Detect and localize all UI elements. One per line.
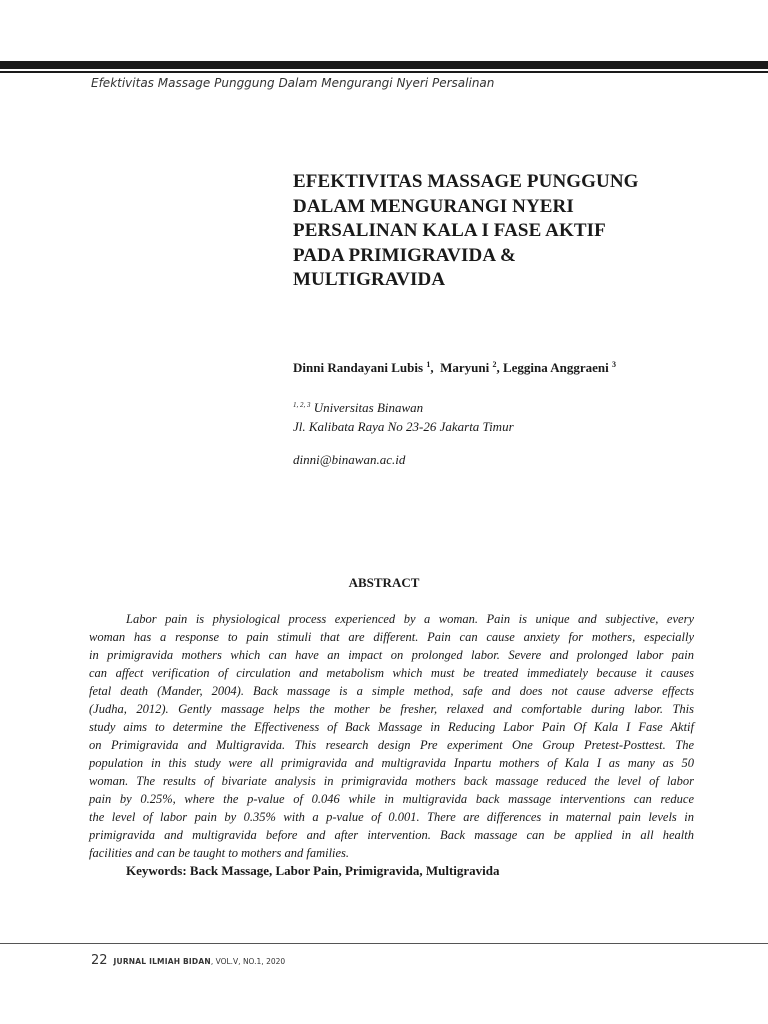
affiliation-superscript: 1, 2, 3 <box>293 401 311 409</box>
header-band-thin <box>0 71 768 73</box>
title-line: PADA PRIMIGRAVIDA & <box>293 244 516 266</box>
abstract-line: woman has a response to pain stimuli that are different. Pain can cause anxiety for mothers, especially <box>89 630 694 644</box>
abstract-line: population in this study were all primigravida and multigravida Inpartu mothers of Kala I as many as 50 <box>89 756 694 770</box>
abstract-line: can affect verification of circulation and metabolism which must be treated immediately because it causes <box>89 666 694 680</box>
abstract-line: on Primigravida and Multigravida. This research design Pre experiment One Group Pretest-Posttest. The <box>89 738 694 752</box>
abstract-line: pain by 0.25%, where the p-value of 0.046 while in multigravida back massage interventions can reduce <box>89 792 694 806</box>
abstract-line: fetal death (Mander, 2004). Back massage is a simple method, safe and does not cause adverse effects <box>89 684 694 698</box>
affiliation-block <box>293 396 514 436</box>
abstract-line: facilities and can be taught to mothers and families. <box>89 846 350 860</box>
journal-name: JURNAL ILMIAH BIDAN <box>113 957 211 966</box>
author-name: Maryuni <box>440 360 490 375</box>
affiliation-address: Jl. Kalibata Raya No 23-26 Jakarta Timur <box>293 418 514 434</box>
header-band-thick <box>0 61 768 69</box>
running-head: Efektivitas Massage Punggung Dalam Mengurangi Nyeri Persalinan <box>91 76 495 90</box>
abstract-line: (Judha, 2012). Gently massage helps the mother be fresher, relaxed and comfortable during labor. This <box>89 702 694 716</box>
author-list <box>293 360 616 376</box>
author-superscript: 1 <box>426 360 431 369</box>
author-separator: , <box>496 360 503 375</box>
author-separator: , <box>430 360 441 375</box>
author-superscript: 2 <box>492 360 497 369</box>
abstract-line: the level of labor pain by 0.35% with a p-value of 0.001. There are differences in maternal pain levels in <box>89 810 694 824</box>
keywords: Keywords: Back Massage, Labor Pain, Primigravida, Multigravida <box>126 863 500 878</box>
author-name: Leggina Anggraeni <box>502 360 609 375</box>
author-name: Dinni Randayani Lubis <box>293 360 424 375</box>
abstract-line: study aims to determine the Effectiveness of Back Massage in Reducing Labor Pain Of Kala I Fase Aktif <box>89 720 694 734</box>
title-line: PERSALINAN KALA I FASE AKTIF <box>293 220 606 241</box>
abstract-heading: ABSTRACT <box>348 575 420 590</box>
abstract-line: Labor pain is physiological process experienced by a woman. Pain is unique and subjective, every <box>126 612 694 626</box>
title-line: DALAM MENGURANGI NYERI <box>293 195 574 217</box>
journal-volume: , VOL.V, NO.1, 2020 <box>210 957 286 966</box>
page-number: 22 <box>91 953 108 968</box>
title-line: MULTIGRAVIDA <box>293 269 446 290</box>
footer-rule <box>0 943 768 944</box>
title-line: EFEKTIVITAS MASSAGE PUNGGUNG <box>293 171 639 192</box>
abstract-body <box>89 610 694 862</box>
paper-title <box>293 170 713 293</box>
affiliation-institution: Universitas Binawan <box>313 400 424 415</box>
abstract-line: in primigravida mothers which can have an impact on prolonged labor. Severe and prolonged labor pain <box>89 648 694 662</box>
author-email: dinni@binawan.ac.id <box>293 452 406 467</box>
page-footer <box>91 949 285 968</box>
abstract-line: woman. The results of bivariate analysis in primigravida mothers back massage reduced the level of labor <box>89 774 694 788</box>
abstract-line: primigravida and multigravida before and after intervention. Back massage can be applied in all health <box>89 828 694 842</box>
author-superscript: 3 <box>612 360 617 369</box>
